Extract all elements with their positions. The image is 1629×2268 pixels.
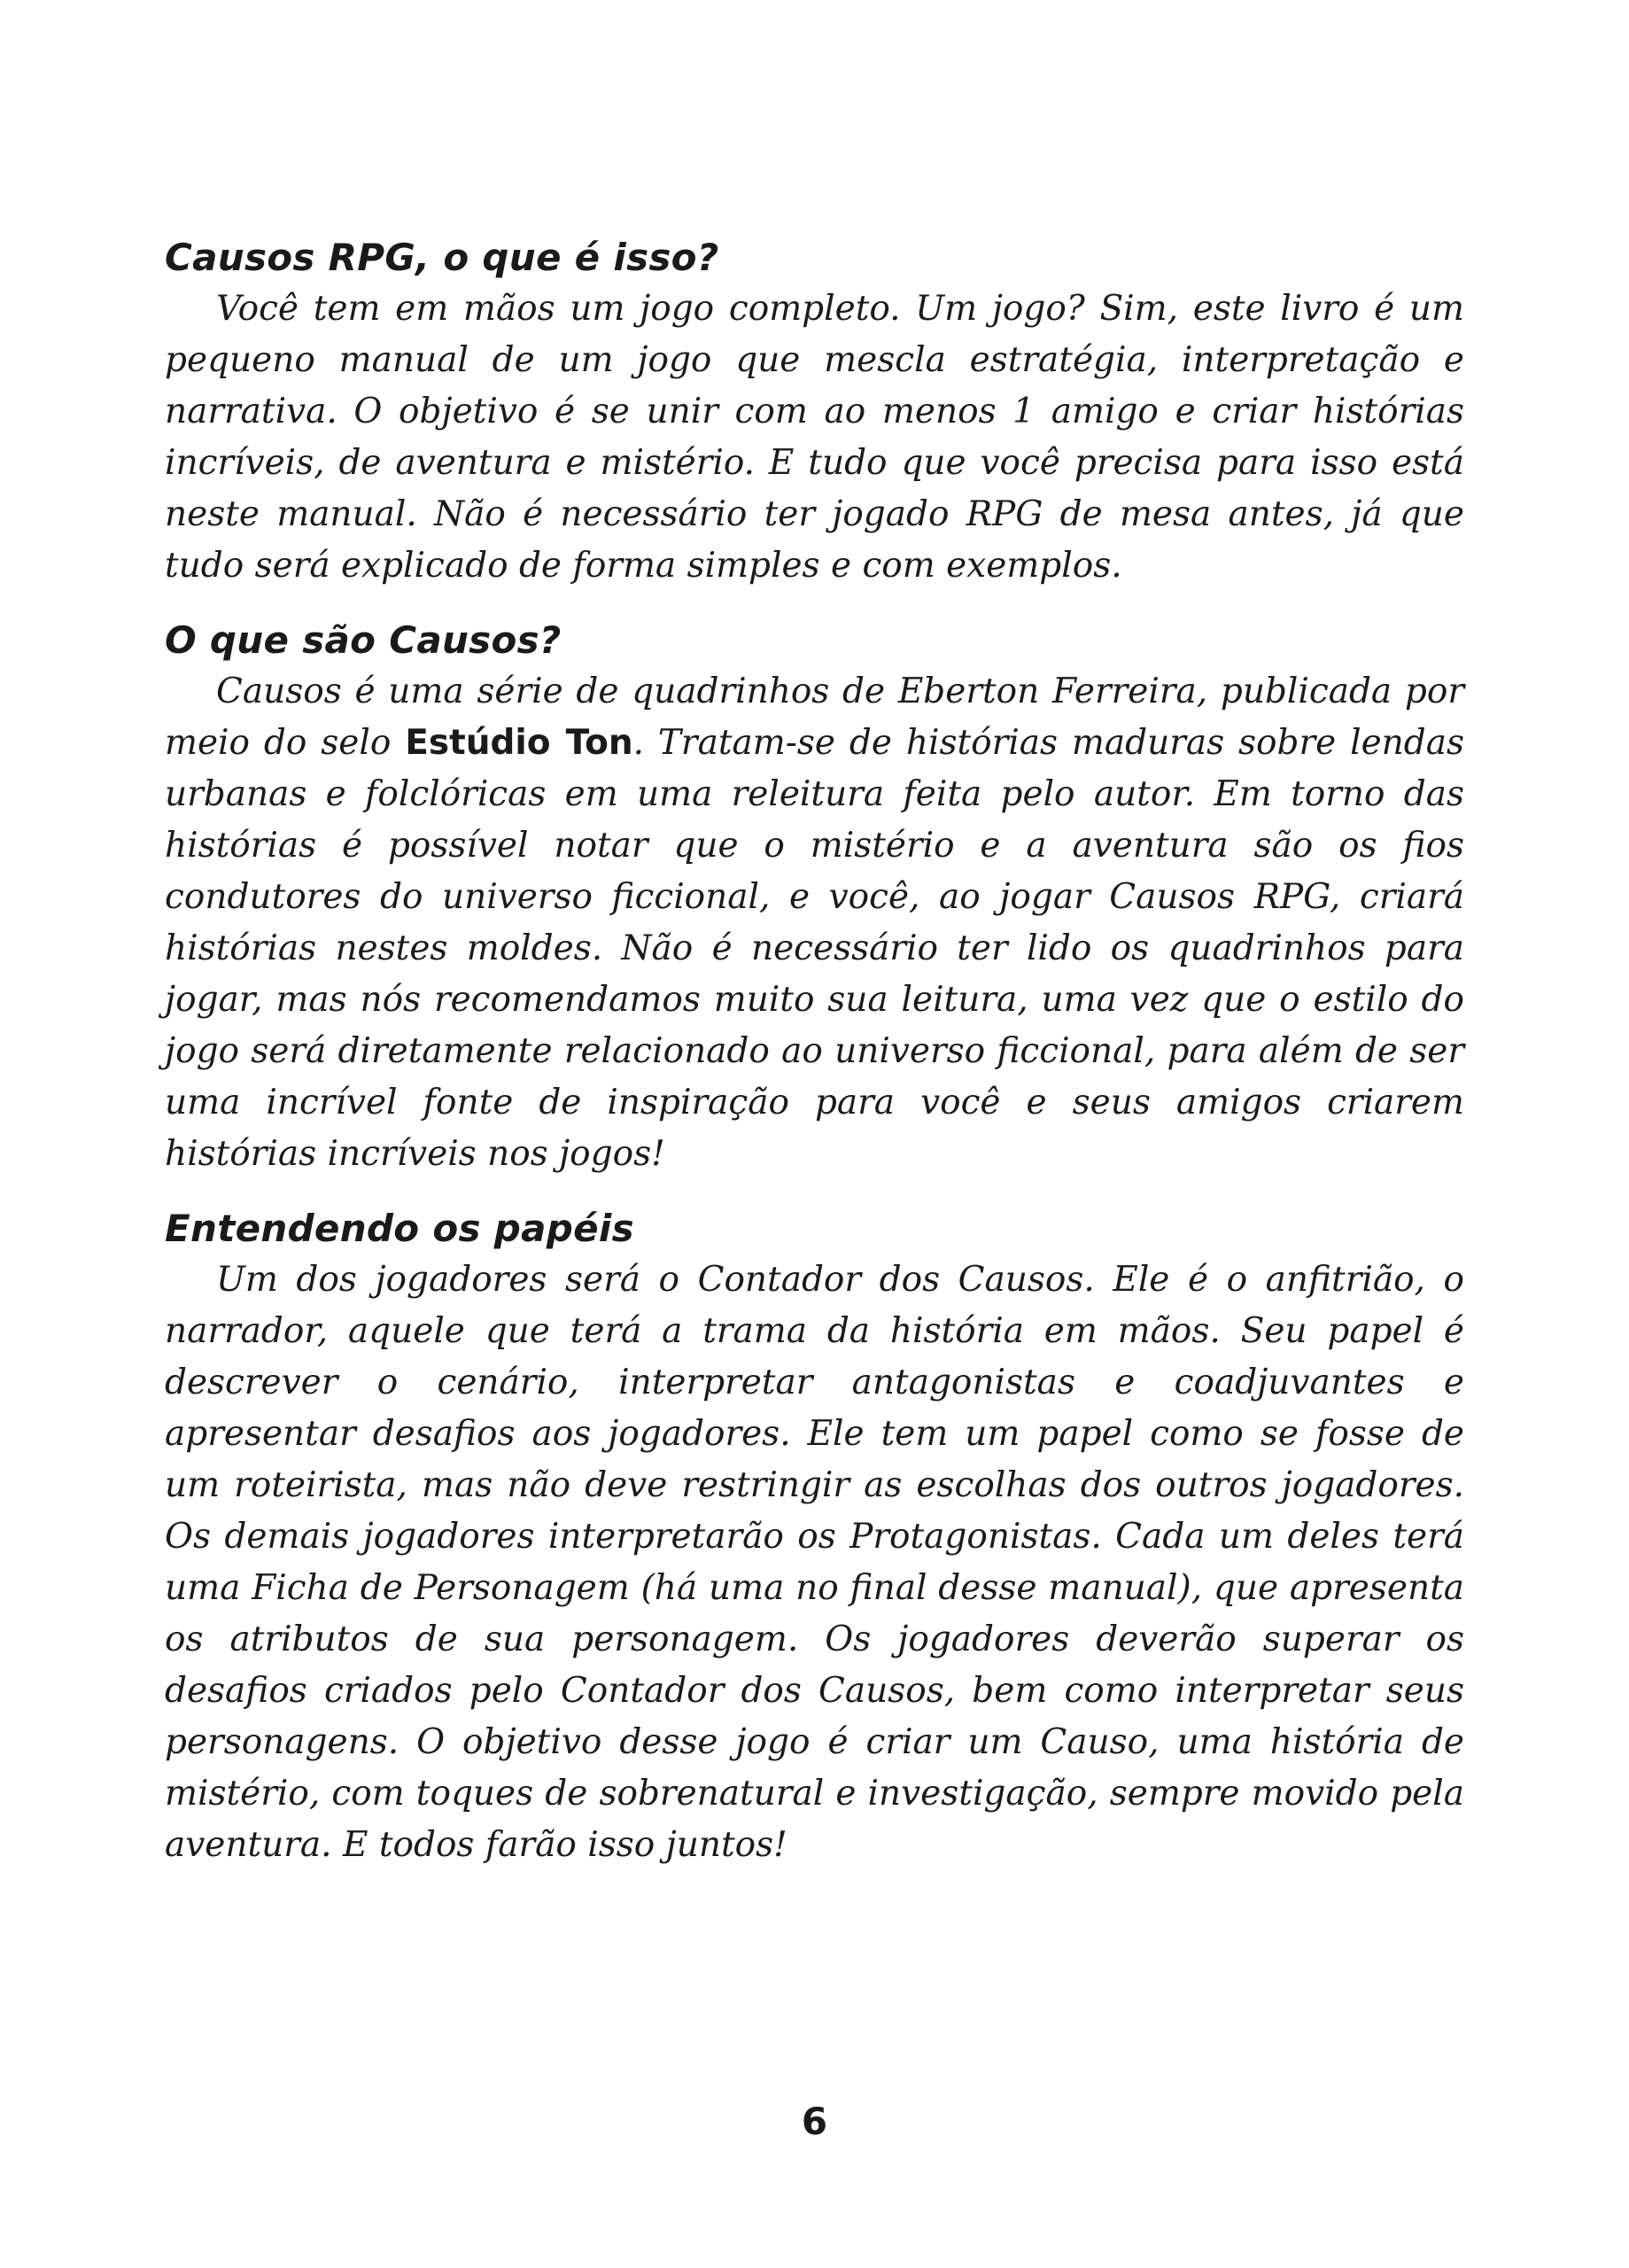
page-content	[165, 232, 1464, 1894]
section-heading: Causos RPG, o que é isso?	[165, 236, 719, 279]
section-paragraph	[165, 666, 1464, 1180]
section-paragraph: Você tem em mãos um jogo completo. Um jogo? Sim, este livro é um pequeno manual de um jogo que mescla estratégia, interpretação e narrativa. O objetivo é se unir com ao menos 1 amigo e criar histórias incríveis, de aventura e mistério. E tudo que você precisa para isso está neste manual. Não é necessário ter jogado RPG de mesa antes, já que tudo será explicado de forma simples e com exemplos.	[165, 289, 1464, 586]
paragraph-text: . Tratam-se de histórias maduras sobre lendas urbanas e folclóricas em uma releitura feita pelo autor. Em torno das histórias é possível notar que o mistério e a aventura são os fios condutores do universo ficcional, e você, ao jogar Causos RPG, criará histórias nestes moldes. Não é necessário ter lido os quadrinhos para jogar, mas nós recomendamos muito sua leitura, uma vez que o estilo do jogo será diretamente relacionado ao universo ficcional, para além de ser uma incrível fonte de inspiração para você e seus amigos criarem histórias incríveis nos jogos!	[165, 723, 1465, 1174]
brand-name: Estúdio Ton	[405, 723, 633, 763]
section-understanding-roles	[165, 1203, 1464, 1871]
paragraph-text: Causos é uma série de quadrinhos de Eberton Ferreira, publicada por meio do selo	[165, 672, 1464, 763]
section-what-are-causos	[165, 615, 1464, 1180]
section-heading: O que são Causos?	[165, 618, 562, 662]
section-heading: Entendendo os papéis	[165, 1207, 634, 1250]
section-paragraph: Um dos jogadores será o Contador dos Causos. Ele é o anfitrião, o narrador, aquele que terá a trama da história em mãos. Seu papel é descrever o cenário, interpretar antagonistas e coadjuvantes e apresentar desafios aos jogadores. Ele tem um papel como se fosse de um roteirista, mas não deve restringir as escolhas dos outros jogadores. Os demais jogadores interpretarão os Protagonistas. Cada um deles terá uma Ficha de Personagem (há uma no final desse manual), que apresenta os atributos de sua personagem. Os jogadores deverão superar os desafios criados pelo Contador dos Causos, bem como interpretar seus personagens. O objetivo desse jogo é criar um Causo, uma história de mistério, com toques de sobrenatural e investigação, sempre movido pela aventura. E todos farão isso juntos!	[165, 1260, 1464, 1865]
section-what-is-causos-rpg	[165, 232, 1464, 592]
page-number: 6	[801, 2100, 828, 2143]
